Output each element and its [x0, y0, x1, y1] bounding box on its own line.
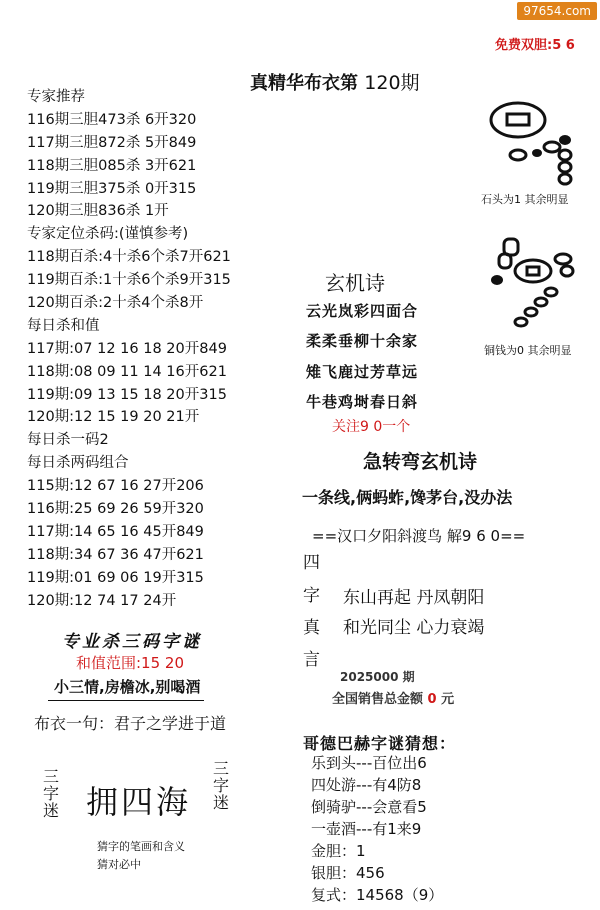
list-item: 118期:08 09 11 14 16开621 — [27, 363, 227, 380]
list-item: 专家推荐 — [27, 89, 85, 105]
list-item: 120期:12 74 17 24开 — [27, 592, 177, 609]
list-item: 金胆：1 — [311, 842, 366, 860]
issue-number: 2025000 期 — [340, 670, 415, 684]
list-item: 专家定位杀码:(谨慎参考) — [27, 226, 189, 243]
sizi-line-1: 东山再起 丹凤朝阳 — [343, 588, 485, 608]
list-item: 116期三胆473杀 6开320 — [27, 111, 197, 128]
sales-label: 全国销售总金额 — [332, 692, 424, 707]
list-item: 倒骑驴---会意看5 — [311, 798, 427, 816]
list-item: 一壶酒---有1来9 — [311, 820, 422, 838]
list-item: 每日杀和值 — [27, 317, 100, 334]
sales-unit: 元 — [441, 692, 455, 707]
list-item: 120期百杀:2十杀4个杀8开 — [27, 295, 204, 312]
coin-caption: 铜钱为0 其余明显 — [484, 344, 572, 357]
big-phrase: 拥四海 — [86, 783, 192, 821]
list-item: 119期:01 69 06 19开315 — [27, 569, 204, 586]
sum-range: 和值范围:15 20 — [76, 654, 184, 672]
stone-puzzle-image — [470, 95, 580, 190]
sizi-char-4: 言 — [303, 650, 320, 670]
page-title — [250, 68, 420, 95]
pro-kill-heading: 专业杀三码字谜 — [62, 632, 202, 652]
sales-total — [332, 688, 454, 707]
list-item: 复式：14568（9） — [311, 886, 444, 904]
list-item: 117期三胆872杀 5开849 — [27, 134, 197, 151]
xuanji-title: 玄机诗 — [325, 271, 385, 295]
title-issue: 120期 — [364, 72, 420, 94]
sizi-line-2: 和光同尘 心力衰竭 — [343, 618, 485, 638]
stone-icon — [491, 103, 545, 137]
coin-icon — [515, 260, 551, 282]
list-item: 银胆：456 — [311, 864, 385, 882]
title-text: 真精华布衣第 — [250, 73, 358, 94]
xuanji-line-1: 云光岚彩四面合 — [306, 302, 419, 320]
list-item: 118期:34 67 36 47开621 — [27, 546, 204, 563]
list-item: 120期三胆836杀 1开 — [27, 203, 169, 220]
left-prediction-list — [27, 86, 231, 612]
three-char-right: 三字迷 — [212, 759, 229, 812]
list-item: 117期:07 12 16 18 20开849 — [27, 340, 227, 357]
coin-puzzle-image — [485, 235, 595, 335]
xuanji-line-3: 雉飞鹿过芳草远 — [306, 363, 419, 381]
follow-text: 关注9 0一个 — [332, 419, 411, 435]
sizi-char-1: 四 — [303, 553, 320, 573]
list-item: 每日杀一码2 — [27, 432, 109, 449]
hint-line-1: 猜字的笔画和含义 — [97, 840, 185, 853]
list-item: 120期:12 15 19 20 21开 — [27, 409, 200, 426]
stone-caption: 石头为1 其余明显 — [481, 193, 569, 206]
jizhuan-heading: 急转弯玄机诗 — [363, 451, 478, 473]
xuanji-line-4: 牛巷鸡埘春日斜 — [306, 393, 419, 411]
sizi-char-2: 字 — [303, 586, 320, 606]
three-char-left: 三字迷 — [42, 767, 59, 820]
list-item: 乐到头---百位出6 — [311, 754, 427, 772]
list-item: 119期:09 13 15 18 20开315 — [27, 386, 227, 403]
site-badge[interactable]: 97654.com — [517, 2, 597, 20]
list-item: 118期三胆085杀 3开621 — [27, 157, 197, 174]
buyi-sentence: 布衣一句：君子之学进于道 — [34, 714, 227, 733]
list-item: 119期三胆375杀 0开315 — [27, 180, 197, 197]
list-item: 118期百杀:4十杀6个杀7开621 — [27, 249, 231, 266]
sizi-char-3: 真 — [303, 618, 320, 638]
hankou-line: ==汉口夕阳斜渡鸟 解9 6 0== — [312, 527, 526, 545]
list-item: 119期百杀:1十杀6个杀9开315 — [27, 272, 231, 289]
sales-value: 0 — [427, 692, 437, 707]
list-item: 116期:25 69 26 59开320 — [27, 501, 204, 518]
list-item: 每日杀两码组合 — [27, 455, 129, 472]
yitiao-line: 一条线,俩蚂蚱,馋茅台,没办法 — [302, 488, 513, 507]
list-item: 四处游---有4防8 — [311, 776, 422, 794]
goldbach-title: 哥德巴赫字谜猜想： — [303, 734, 457, 753]
goldbach-list — [311, 752, 443, 906]
list-item: 117期:14 65 16 45开849 — [27, 523, 204, 540]
list-item: 115期:12 67 16 27开206 — [27, 478, 204, 495]
hint-line-2: 猜对必中 — [97, 858, 141, 871]
free-double: 免费双胆:5 6 — [495, 38, 575, 53]
xuanji-line-2: 柔柔垂柳十余家 — [306, 332, 419, 350]
riddle-line: 小三情,房檐冰,别喝酒 — [48, 676, 204, 701]
